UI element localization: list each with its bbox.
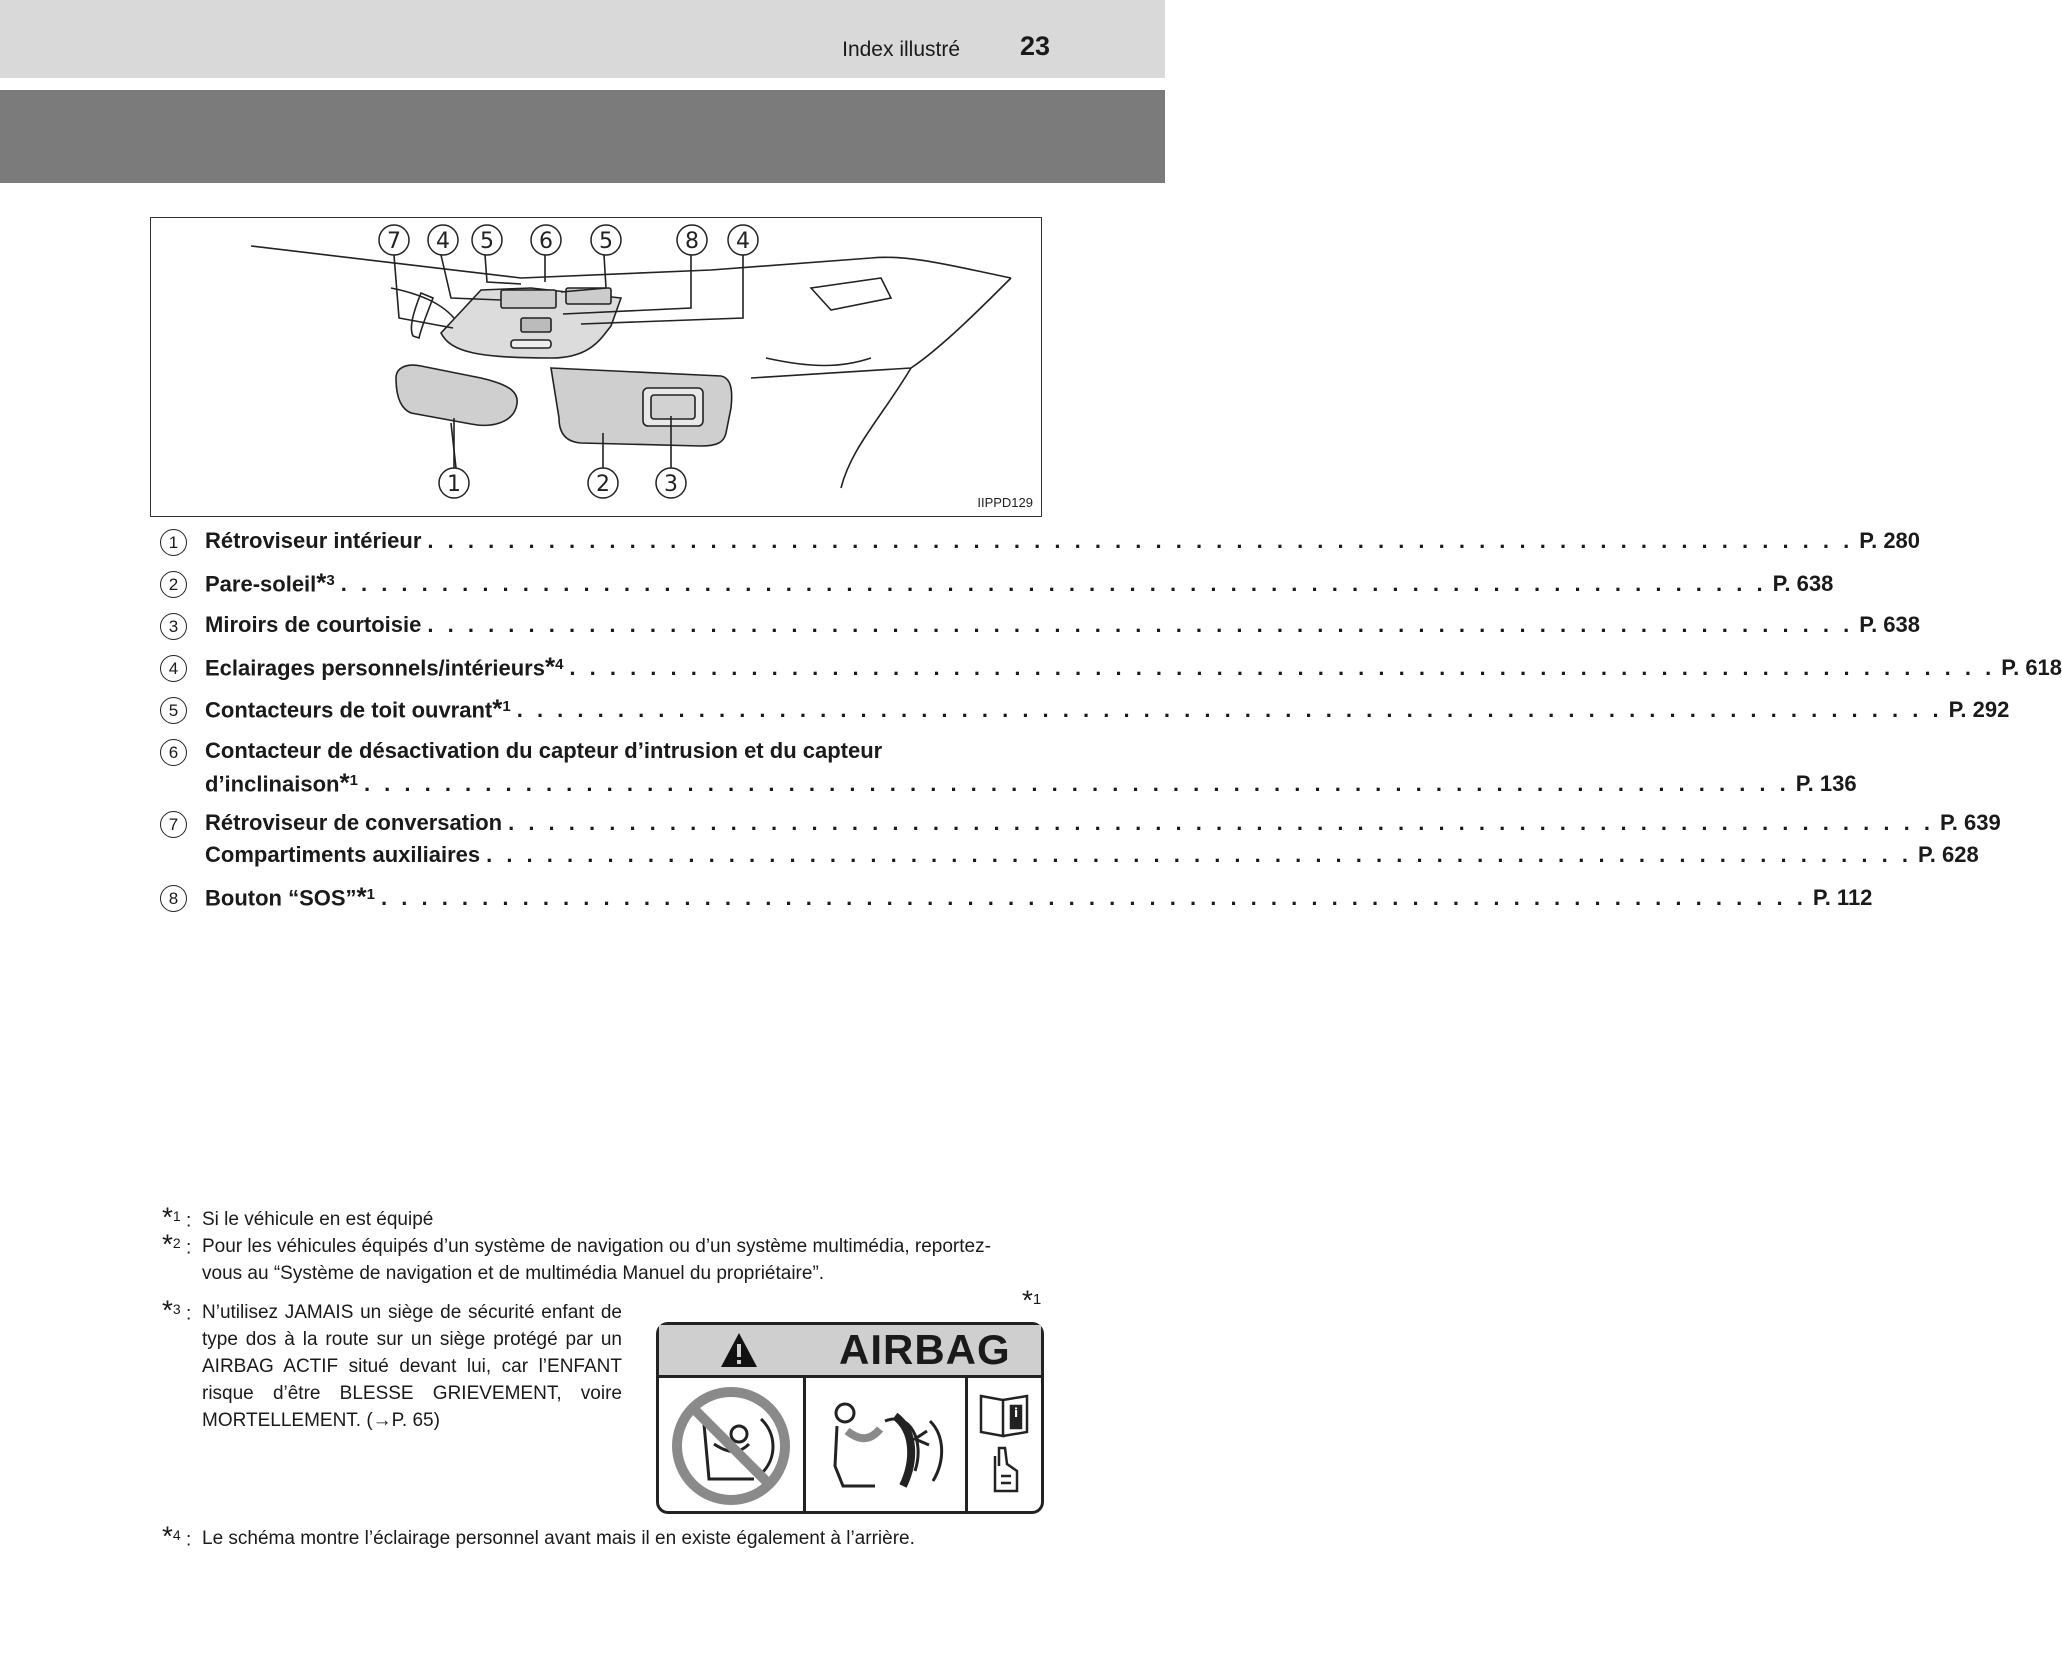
warning-triangle-icon xyxy=(719,1330,759,1370)
item-label: Pare-soleil xyxy=(205,571,317,597)
airbag-deploy-cell xyxy=(806,1378,968,1514)
page-ref[interactable]: P. 292 xyxy=(1948,697,2010,723)
page-ref[interactable]: P. 618 xyxy=(2001,655,2062,681)
item-label: Rétroviseur de conversation xyxy=(205,810,503,835)
leader-dots xyxy=(486,842,1912,868)
list-item xyxy=(160,612,1921,654)
item-label-line1: Contacteur de désactivation du capteur d’intrusion et du capteur xyxy=(205,738,883,763)
note-ref: 3 xyxy=(172,1301,181,1317)
footnote-4 xyxy=(162,1520,1002,1552)
list-item xyxy=(160,528,1921,570)
note-sep: : xyxy=(185,1303,192,1325)
item-label: Contacteurs de toit ouvrant xyxy=(205,697,493,723)
item-number xyxy=(160,843,187,870)
note-ref: 1 xyxy=(1032,1291,1042,1308)
note-sep: : xyxy=(185,1210,192,1232)
list-item xyxy=(160,842,1979,884)
footnote-ref: 4 xyxy=(555,656,564,673)
note-text: Pour les véhicules équipés d’un système de navigation ou d’un système multimédia, reportez-vous au “Système de navigation et de multimédia Manuel du propriétaire”. xyxy=(202,1236,991,1284)
item-label: Rétroviseur intérieur xyxy=(205,528,422,553)
item-number: 8 xyxy=(160,885,187,912)
overhead-console-illustration xyxy=(150,217,1042,517)
callout-2: 2 xyxy=(596,472,610,497)
footnote-star: * xyxy=(356,881,367,912)
page-ref[interactable]: P. 112 xyxy=(1812,885,1873,911)
item-label: Bouton “SOS” xyxy=(205,885,357,911)
footnote-2 xyxy=(162,1228,1002,1287)
figure-code: IIPPD129 xyxy=(977,495,1033,510)
callout-4b: 4 xyxy=(736,229,750,254)
list-item xyxy=(160,651,2062,696)
leader-dots xyxy=(508,810,1934,836)
callout-5b: 5 xyxy=(599,229,613,254)
interior-drawing xyxy=(151,218,1041,516)
item-number: 4 xyxy=(160,655,187,682)
footnote-star: * xyxy=(339,767,350,798)
chapter-band xyxy=(0,90,1165,183)
footnote-3 xyxy=(162,1294,622,1434)
page-number: 23 xyxy=(1020,31,1051,61)
footnote-ref: 3 xyxy=(326,572,335,589)
callout-6: 6 xyxy=(539,229,553,254)
airbag-warning-label xyxy=(656,1322,1044,1514)
list-item xyxy=(160,693,2010,738)
note-text: Si le véhicule en est équipé xyxy=(202,1209,434,1230)
leader-dots xyxy=(427,528,1853,554)
page-ref[interactable]: P. 280 xyxy=(1859,528,1921,553)
airbag-footnote-mark xyxy=(1022,1284,1042,1316)
note-sep: : xyxy=(185,1529,192,1551)
item-label: Compartiments auxiliaires xyxy=(205,842,481,867)
note-ref: 4 xyxy=(172,1527,181,1543)
callout-3: 3 xyxy=(664,472,678,497)
manual-info-cell xyxy=(968,1378,1041,1514)
note-star: * xyxy=(162,1520,173,1552)
note-sep: : xyxy=(185,1237,192,1259)
note-star: * xyxy=(162,1228,173,1260)
note-text: N’utilisez JAMAIS un siège de sécurité enfant de type dos à la route sur un siège protégé par un AIRBAG ACTIF situé devant lui, car l’ENFANT risque d’être BLESSE GRIEVEMENT, voire MORTELLEMENT. (→P. 65) xyxy=(202,1302,622,1431)
item-number: 5 xyxy=(160,697,187,724)
item-number: 7 xyxy=(160,811,187,838)
item-label: Eclairages personnels/intérieurs xyxy=(205,655,545,681)
footnote-star: * xyxy=(316,567,327,598)
component-index-list xyxy=(160,528,2062,926)
list-item xyxy=(160,881,1873,926)
list-item xyxy=(160,810,2001,842)
list-item xyxy=(160,738,1857,810)
footnote-star: * xyxy=(544,651,556,682)
airbag-deploy-icon xyxy=(815,1391,955,1501)
note-star: * xyxy=(162,1201,173,1233)
callout-1: 1 xyxy=(447,472,461,497)
item-number: 6 xyxy=(160,739,187,766)
no-rear-facing-seat-cell xyxy=(659,1378,806,1514)
footnote-ref: 1 xyxy=(366,886,376,903)
callout-5a: 5 xyxy=(480,229,494,254)
page-ref[interactable]: P. 638 xyxy=(1859,612,1921,637)
note-star: * xyxy=(162,1294,173,1326)
leader-dots xyxy=(569,655,1995,681)
callout-4a: 4 xyxy=(436,229,450,254)
airbag-title: AIRBAG xyxy=(839,1326,1011,1373)
footnote-ref: 1 xyxy=(349,772,358,789)
footnote-star: * xyxy=(492,693,503,724)
leader-dots xyxy=(364,771,1790,797)
leader-dots xyxy=(427,612,1853,638)
callout-8: 8 xyxy=(685,229,699,254)
item-number: 2 xyxy=(160,571,187,598)
footnote-ref: 1 xyxy=(502,698,511,715)
leader-dots xyxy=(341,571,1767,597)
note-ref: 1 xyxy=(172,1208,181,1224)
callout-7: 7 xyxy=(387,229,401,254)
note-ref: 2 xyxy=(172,1235,181,1251)
no-child-seat-icon xyxy=(669,1384,793,1508)
page-ref[interactable]: P. 628 xyxy=(1917,842,1979,867)
item-number: 3 xyxy=(160,613,187,640)
note-text: Le schéma montre l’éclairage personnel avant mais il en existe également à l’arrière. xyxy=(202,1528,915,1549)
page-ref[interactable]: P. 639 xyxy=(1939,810,2001,835)
footnote-1 xyxy=(162,1201,1002,1233)
list-item xyxy=(160,567,1834,612)
leader-dots xyxy=(517,697,1943,723)
item-label: d’inclinaison xyxy=(205,771,340,797)
section-title: Index illustré xyxy=(842,38,960,61)
leader-dots xyxy=(381,885,1807,911)
info-glyph: i xyxy=(1013,1406,1018,1420)
header-band xyxy=(0,0,1165,78)
item-label: Miroirs de courtoisie xyxy=(205,612,422,637)
page-ref[interactable]: P. 136 xyxy=(1795,771,1857,797)
item-number: 1 xyxy=(160,529,187,556)
page-ref[interactable]: P. 638 xyxy=(1772,571,1834,597)
read-manual-icon xyxy=(977,1386,1033,1506)
note-star: * xyxy=(1022,1284,1033,1316)
